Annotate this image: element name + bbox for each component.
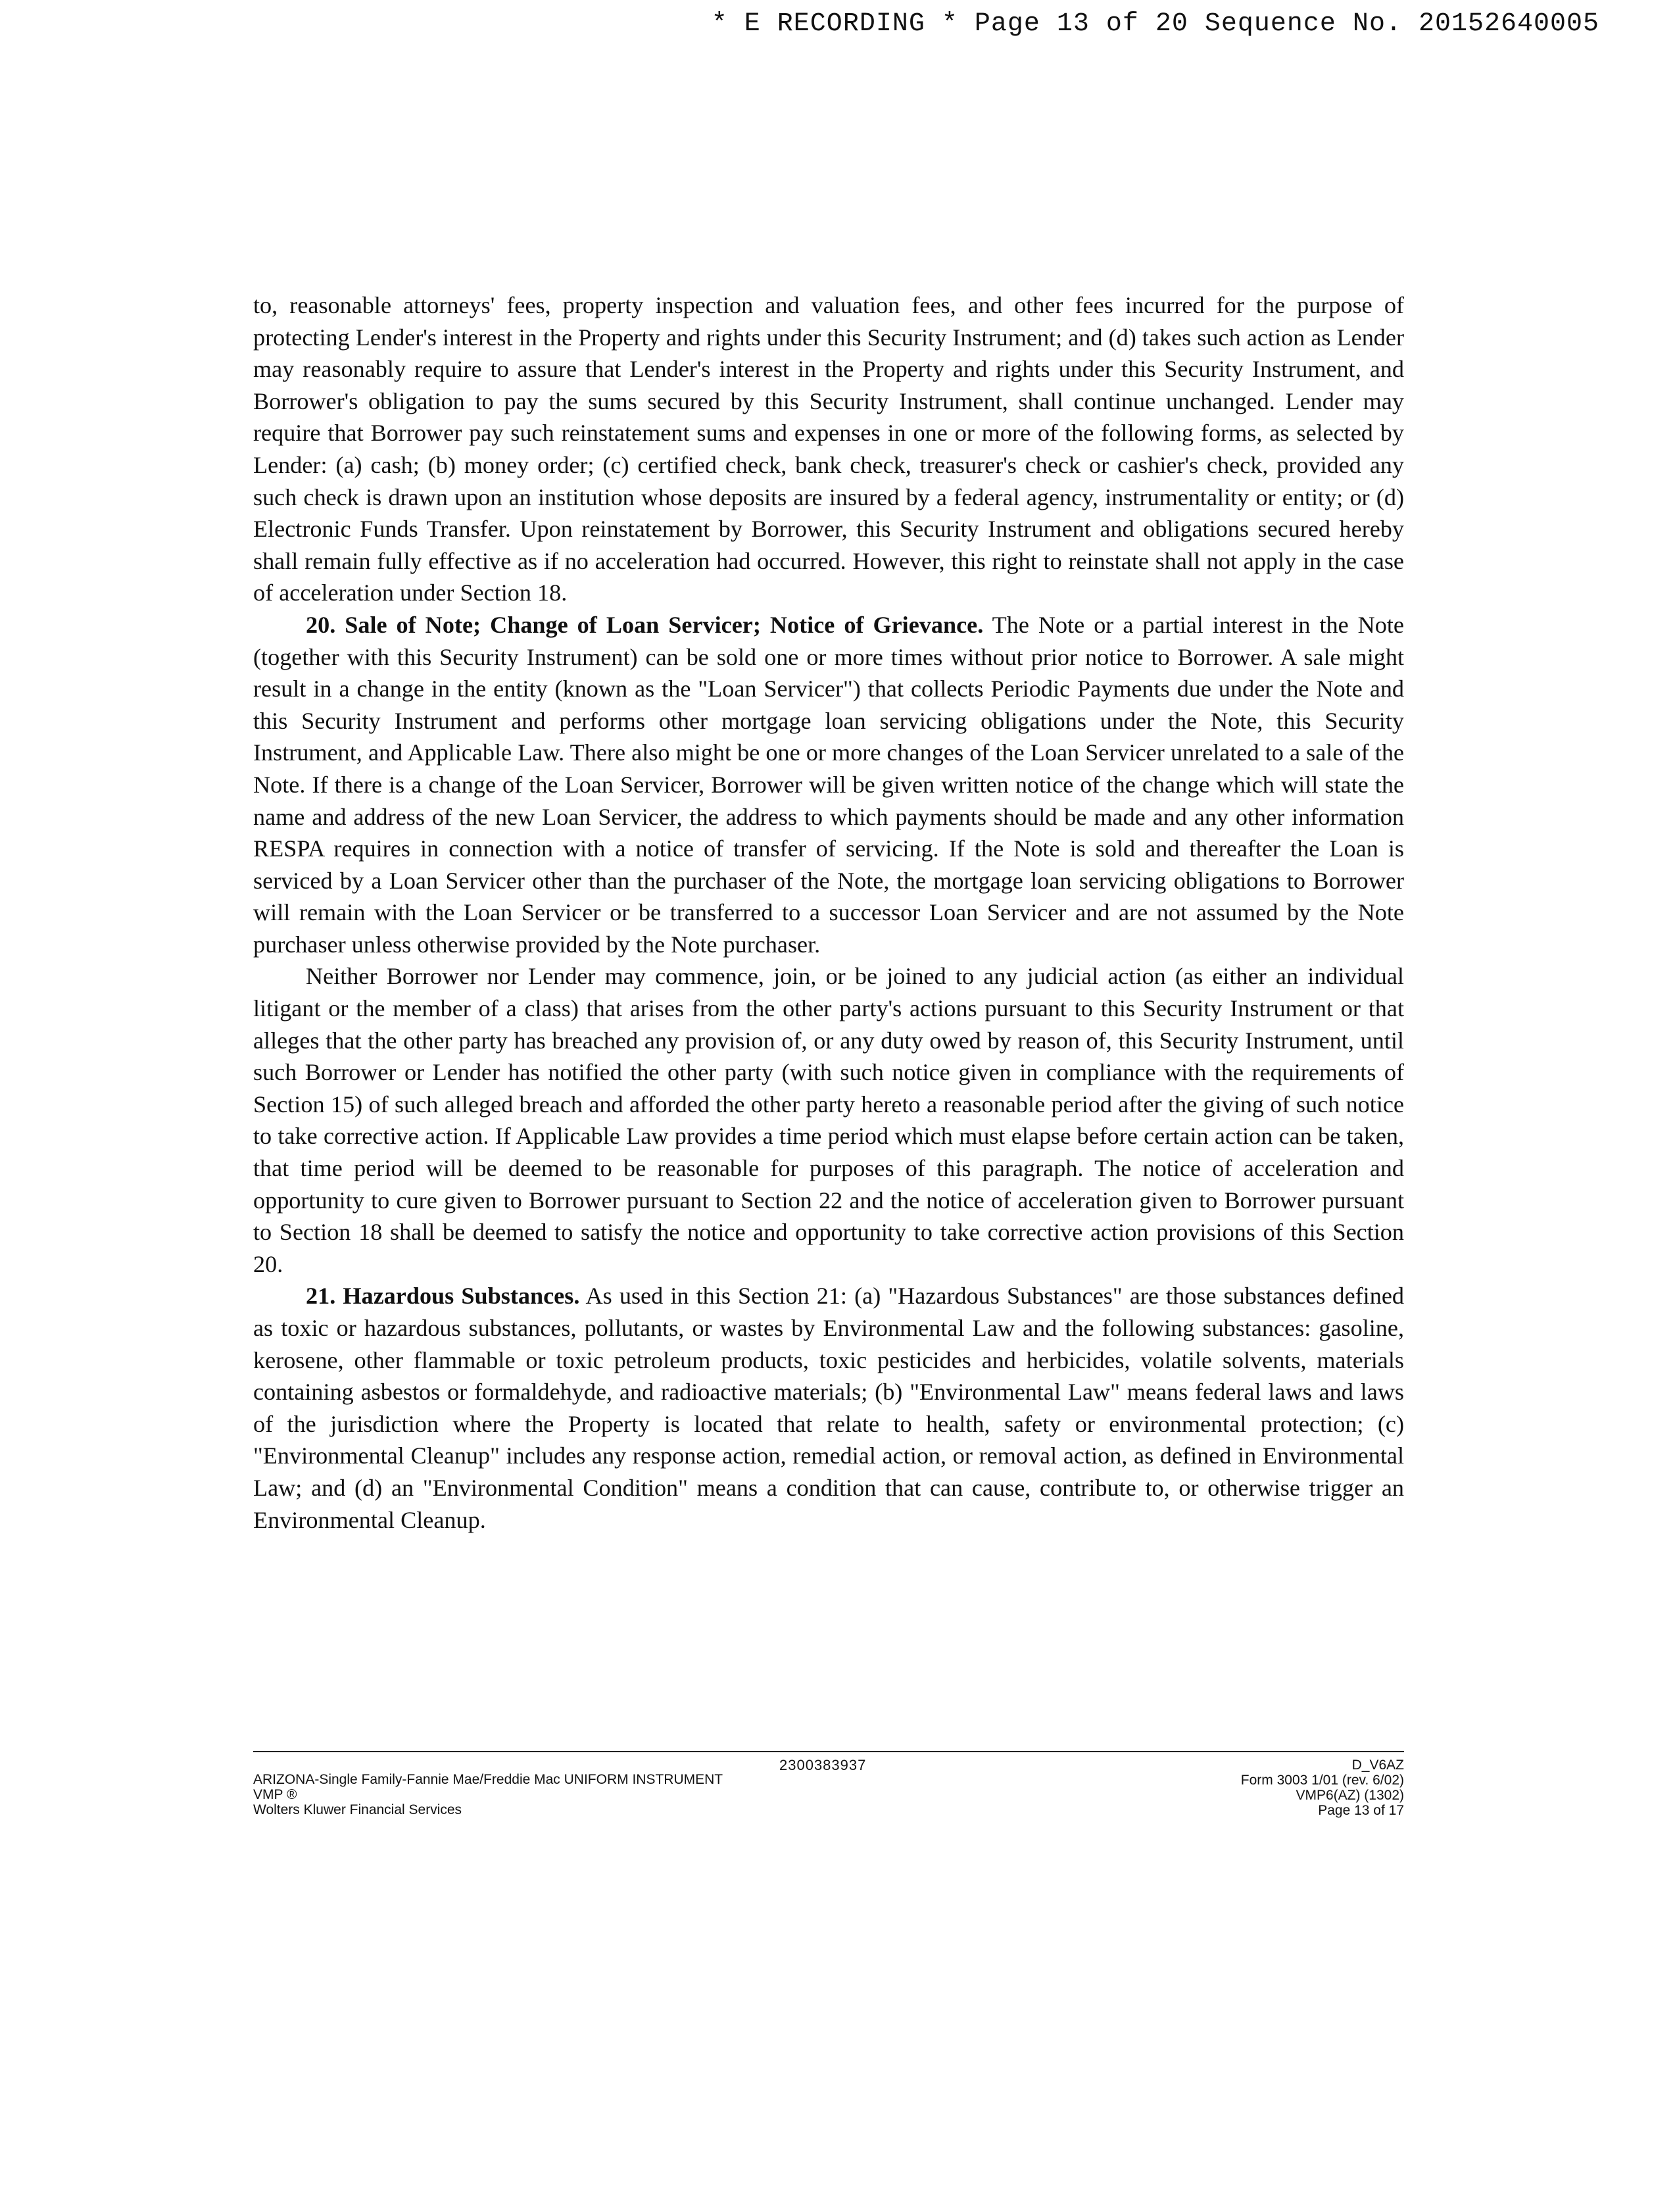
recording-header: * E RECORDING * Page 13 of 20 Sequence No. 20152640005 [711,9,1599,39]
section-20-heading: 20. Sale of Note; Change of Loan Servicer; Notice of Grievance. [306,611,984,638]
paragraph-judicial-action: Neither Borrower nor Lender may commence, join, or be joined to any judicial action (as either an individual litigant or the member of a class) that arises from the other party's actions pursuant to this Security Instrument or that alleges that the other party has breached any provision of, or any duty owed by reason of, this Security Instrument, until such Borrower or Lender has notified the other party (with such notice given in compliance with the requirements of Section 15) of such alleged breach and afforded the other party hereto a reasonable period after the giving of such notice to take corrective action. If Applicable Law provides a time period which must elapse before certain action can be taken, that time period will be deemed to be reasonable for purposes of this paragraph. The notice of acceleration and opportunity to cure given to Borrower pursuant to Section 22 and the notice of acceleration given to Borrower pursuant to Section 18 shall be deemed to satisfy the notice and opportunity to take corrective action provisions of this Section 20. [253,963,1404,1277]
document-body [253,289,1404,1536]
loan-number: 2300383937 [779,1757,867,1773]
page-number: Page 13 of 17 [1318,1803,1404,1818]
vmp-code: VMP6(AZ) (1302) [1296,1788,1404,1803]
section-21-paragraph [253,1280,1404,1536]
section-20-paragraph [253,609,1404,961]
section-20-text: The Note or a partial interest in the Note (together with this Security Instrument) can be sold one or more times without prior notice to Borrower. A sale might result in a change in the entity (known as the "Loan Servicer") that collects Periodic Payments due under the Note and this Security Instrument and performs other mortgage loan servicing obligations under the Note, this Security Instrument, and Applicable Law. There also might be one or more changes of the Loan Servicer unrelated to a sale of the Note. If there is a change of the Loan Servicer, Borrower will be given written notice of the change which will state the name and address of the new Loan Servicer, the address to which payments should be made and any other information RESPA requires in connection with a notice of transfer of servicing. If the Note is sold and thereafter the Loan is serviced by a Loan Servicer other than the purchaser of the Note, the mortgage loan servicing obligations to Borrower will remain with the Loan Servicer or be transferred to a successor Loan Servicer and are not assumed by the Note purchaser unless otherwise provided by the Note purchaser. [253,611,1404,958]
vmp-mark: VMP ® [253,1787,297,1802]
form-code: D_V6AZ [1351,1757,1404,1773]
section-21-heading: 21. Hazardous Substances. [306,1283,580,1310]
paragraph-reinstatement-continued: to, reasonable attorneys' fees, property inspection and valuation fees, and other fees incurred for the purpose of protecting Lender's interest in the Property and rights under this Security Instrument; and (d) takes such action as Lender may reasonably require to assure that Lender's interest in the Property and rights under this Security Instrument, and Borrower's obligation to pay the sums secured by this Security Instrument, shall continue unchanged. Lender may require that Borrower pay such reinstatement sums and expenses in one or more of the following forms, as selected by Lender: (a) cash; (b) money order; (c) certified check, bank check, treasurer's check or cashier's check, provided any such check is drawn upon an institution whose deposits are insured by a federal agency, instrumentality or entity; or (d) Electronic Funds Transfer. Upon reinstatement by Borrower, this Security Instrument and obligations secured hereby shall remain fully effective as if no acceleration had occurred. However, this right to reinstate shall not apply in the case of acceleration under Section 18. [253,292,1404,606]
form-title: ARIZONA-Single Family-Fannie Mae/Freddie Mac UNIFORM INSTRUMENT [253,1772,723,1787]
section-21-text: As used in this Section 21: (a) "Hazardous Substances" are those substances defined as toxic or hazardous substances, pollutants, or wastes by Environmental Law and the following substances: gasoline, kerosene, other flammable or toxic petroleum products, toxic pesticides and herbicides, volatile solvents, materials containing asbestos or formaldehyde, and radioactive materials; (b) "Environmental Law" means federal laws and laws of the jurisdiction where the Property is located that relate to health, safety or environmental protection; (c) "Environmental Cleanup" includes any response action, remedial action, or removal action, as defined in Environmental Law; and (d) an "Environmental Condition" means a condition that can cause, contribute to, or otherwise trigger an Environmental Cleanup. [253,1283,1404,1533]
form-footer [253,1757,1404,1843]
footer-divider [253,1751,1404,1752]
footer-left [253,1772,723,1817]
form-number: Form 3003 1/01 (rev. 6/02) [1240,1773,1404,1788]
footer-right [1241,1757,1404,1818]
publisher: Wolters Kluwer Financial Services [253,1802,462,1817]
